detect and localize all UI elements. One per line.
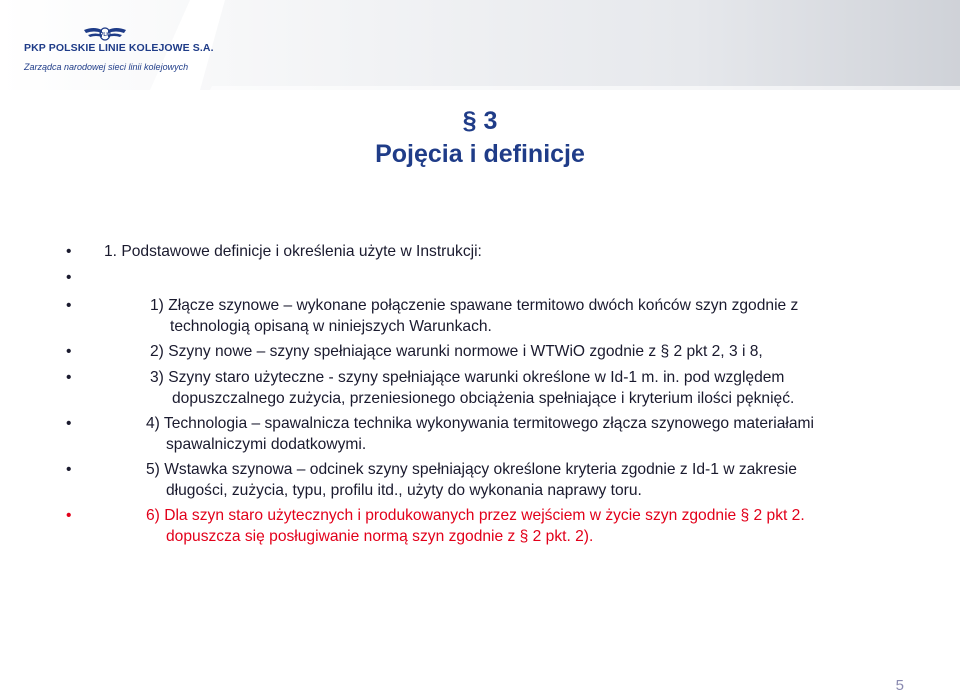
bullet-icon: • [66, 269, 72, 286]
bullet-icon: • [66, 415, 72, 432]
list-item [66, 342, 906, 363]
list-item-text-line1: 4) Technologia – spawalnicza technika wykonywania termitowego złącza szynowego materiałami [146, 415, 814, 432]
list-item-highlighted [66, 506, 906, 547]
list-item-text-line1: 5) Wstawka szynowa – odcinek szyny spełniający określone kryteria zgodnie z Id-1 w zakresie [146, 461, 797, 478]
bullet-icon: • [66, 369, 72, 386]
bullet-icon: • [66, 507, 72, 524]
section-number: § 3 [462, 107, 498, 135]
bullet-icon: • [66, 297, 72, 314]
list-item [66, 368, 906, 409]
list-item [66, 460, 906, 501]
list-item [66, 414, 906, 455]
list-item-text-line1: 3) Szyny staro użyteczne - szyny spełniające warunki określone w Id-1 m. in. pod względem [150, 369, 785, 386]
list-item [66, 296, 906, 337]
logo-text: PLK [100, 32, 110, 38]
page-title: Pojęcia i definicje [375, 140, 585, 168]
list-item-text-line1: 1) Złącze szynowe – wykonane połączenie spawane termitowo dwóch końców szyn zgodnie z [150, 297, 799, 314]
list-item-text-line2: długości, zużycia, typu, profilu itd., użyty do wykonania naprawy toru. [166, 481, 642, 499]
bullet-icon: • [66, 461, 72, 478]
company-name: PKP POLSKIE LINIE KOLEJOWE S.A. [24, 42, 214, 54]
bullet-icon: • [66, 243, 72, 260]
page-number: 5 [895, 677, 904, 694]
list-item-text-line2: technologią opisaną w niniejszych Warunkach. [170, 317, 492, 335]
list-item-text-line2: dopuszczalnego zużycia, przeniesionego obciążenia spełniające i kryterium ilości pęknięć. [172, 389, 795, 407]
bullet-icon: • [66, 343, 72, 360]
list-item-text-line1: 6) Dla szyn staro użytecznych i produkowanych przez wejściem w życie szyn zgodnie § 2 pkt 2. [146, 507, 805, 524]
company-subtitle: Zarządca narodowej sieci linii kolejowych [24, 62, 189, 72]
list-item [66, 242, 906, 263]
list-item-text: 2) Szyny nowe – szyny spełniające warunki normowe i WTWiO zgodnie z § 2 pkt 2, 3 i 8, [150, 343, 763, 360]
list-item-text-line2: spawalniczymi dodatkowymi. [166, 435, 367, 453]
list-item-text: 1. Podstawowe definicje i określenia użyte w Instrukcji: [104, 243, 482, 260]
list-item-text-line2: dopuszcza się posługiwanie normą szyn zgodnie z § 2 pkt. 2). [166, 527, 594, 545]
header [0, 0, 960, 90]
title-block [0, 104, 960, 170]
